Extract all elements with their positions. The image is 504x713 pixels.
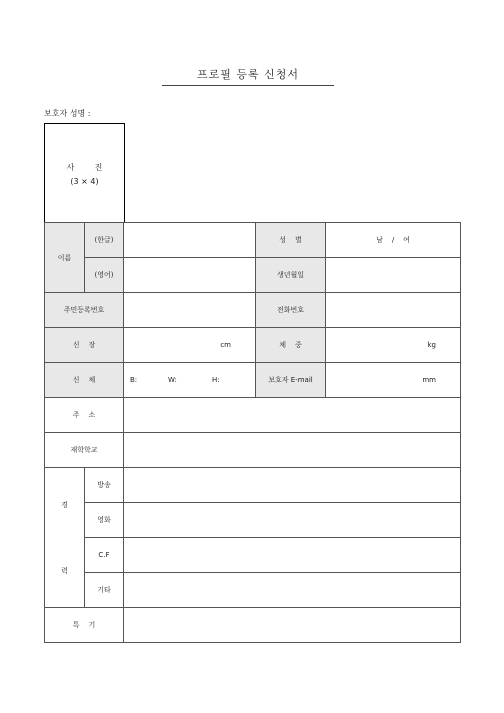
body-measure-field[interactable] [124, 363, 256, 398]
address-label: 주 소 [45, 398, 124, 433]
guardian-email-field[interactable] [326, 363, 461, 398]
height-unit: cm [220, 341, 231, 349]
phone-label: 전화번호 [256, 293, 326, 328]
career-other-label: 기타 [85, 573, 124, 608]
special-skill-label: 특 기 [45, 608, 124, 643]
birthdate-field[interactable] [326, 258, 461, 293]
weight-unit: kg [427, 341, 436, 349]
shoe-unit: mm [422, 376, 436, 384]
weight-label: 체 중 [256, 328, 326, 363]
school-field[interactable] [124, 433, 461, 468]
gender-field[interactable]: 남 / 여 [326, 223, 461, 258]
name-korean-label: (한글) [85, 223, 124, 258]
resident-id-label: 주민등록번호 [45, 293, 124, 328]
name-korean-field[interactable] [124, 223, 256, 258]
career-broadcast-label: 방송 [85, 468, 124, 503]
name-english-label: (영어) [85, 258, 124, 293]
career-label [45, 468, 85, 608]
title-underline [162, 85, 334, 86]
hip-label: H: [212, 376, 220, 384]
name-english-field[interactable] [124, 258, 256, 293]
career-cf-field[interactable] [124, 538, 461, 573]
height-label: 신 장 [45, 328, 124, 363]
career-label-top: 경 [61, 501, 68, 509]
career-film-label: 영화 [85, 503, 124, 538]
height-field[interactable] [124, 328, 256, 363]
profile-form-table [44, 222, 461, 643]
career-broadcast-field[interactable] [124, 468, 461, 503]
gender-label: 성 별 [256, 223, 326, 258]
weight-field[interactable] [326, 328, 461, 363]
phone-field[interactable] [326, 293, 461, 328]
special-skill-field[interactable] [124, 608, 461, 643]
career-cf-label: C.F [85, 538, 124, 573]
birthdate-label: 생년월일 [256, 258, 326, 293]
bust-label: B: [130, 376, 138, 384]
career-other-field[interactable] [124, 573, 461, 608]
career-film-field[interactable] [124, 503, 461, 538]
guardian-email-label: 보호자 E-mail [256, 363, 326, 398]
address-field[interactable] [124, 398, 461, 433]
school-label: 재학학교 [45, 433, 124, 468]
photo-box[interactable] [44, 123, 125, 224]
waist-label: W: [168, 376, 177, 384]
photo-label: 사 진 (3 × 4) [66, 163, 103, 186]
resident-id-field[interactable] [124, 293, 256, 328]
career-label-bottom: 력 [61, 567, 68, 575]
name-label: 이름 [45, 223, 85, 293]
form-title: 프로필 등록 신청서 [196, 68, 299, 81]
guardian-signature-label: 보호자 성명 : [44, 109, 91, 118]
body-label: 신 체 [45, 363, 124, 398]
